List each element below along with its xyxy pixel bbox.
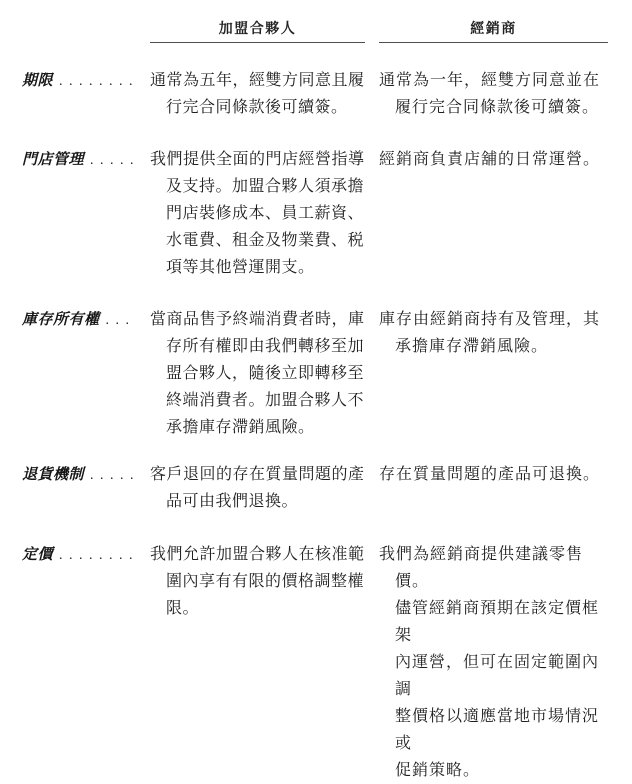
leader-dots: ..... (90, 468, 141, 483)
row-label-text: 門店管理 (22, 152, 85, 168)
distributor-cell-pricing: 我們為經銷商提供建議零售價。 儘管經銷商預期在該定價框架 內運營，但可在固定範圍內調 整價格以適應當地市場情況或 促銷策略。 (379, 546, 600, 779)
row-label-text: 定價 (22, 547, 54, 563)
distributor-cell-store-management: 經銷商負責店舖的日常運營。 (379, 151, 601, 168)
franchise-cell-pricing: 我們允許加盟合夥人在核准範 圍內享有有限的價格調整權 限。 (150, 546, 365, 617)
table-header-row (22, 20, 608, 43)
franchise-cell-store-management: 我們提供全面的門店經營指導 及支持。加盟合夥人須承擔 門店裝修成本、員工薪資、 水電費、租金及物業費、税 項等其他營運開支。 (150, 151, 365, 276)
franchise-cell-return-mechanism: 客戶退回的存在質量問題的產 品可由我們退換。 (150, 466, 365, 510)
row-label-pricing (22, 541, 140, 784)
table-row-term (22, 67, 608, 121)
row-label-store-management (22, 146, 141, 281)
franchise-cell-term: 通常為五年，經雙方同意且履 行完合同條款後可續簽。 (150, 72, 365, 116)
row-label-text: 庫存所有權 (22, 312, 100, 328)
row-label-term (22, 67, 140, 121)
leader-dots: ... (105, 313, 136, 328)
table-row-store-management (22, 146, 608, 281)
distributor-cell-term: 通常為一年，經雙方同意並在 履行完合同條款後可續簽。 (379, 72, 601, 116)
leader-dots: ..... (90, 153, 141, 168)
row-label-text: 期限 (22, 73, 54, 89)
row-label-text: 退貨機制 (22, 467, 85, 483)
column-header-distributor: 經銷商 (379, 20, 608, 43)
leader-dots: ........ (59, 548, 140, 563)
table-row-inventory-ownership (22, 306, 608, 441)
comparison-table (0, 20, 632, 779)
leader-dots: ........ (59, 74, 140, 89)
column-header-franchise-partner: 加盟合夥人 (150, 20, 365, 43)
distributor-cell-return-mechanism: 存在質量問題的產品可退換。 (379, 466, 601, 483)
row-label-inventory-ownership (22, 306, 136, 441)
table-row-return-mechanism (22, 461, 608, 515)
distributor-cell-inventory-ownership: 庫存由經銷商持有及管理，其 承擔庫存滯銷風險。 (379, 311, 601, 355)
header-spacer (22, 20, 136, 43)
row-label-return-mechanism (22, 461, 141, 515)
table-row-pricing (22, 541, 608, 784)
franchise-cell-inventory-ownership: 當商品售予終端消費者時，庫 存所有權即由我們轉移至加 盟合夥人，隨後立即轉移至 終端消費者。加盟合夥人不 承擔庫存滯銷風險。 (150, 311, 365, 436)
